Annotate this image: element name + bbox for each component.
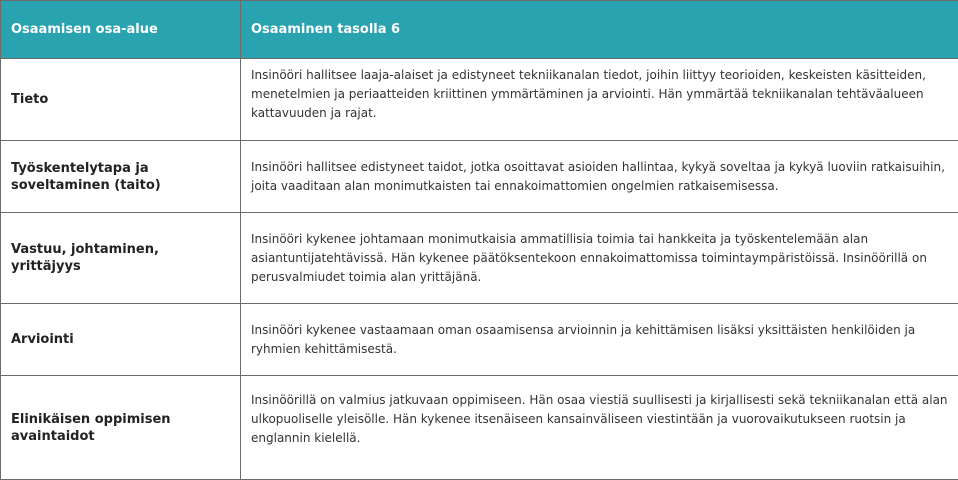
table-row [1, 304, 958, 376]
row-description: Insinöörillä on valmius jatkuvaan oppimiseen. Hän osaa viestiä suullisesti ja kirjallisesti sekä tekniikanalan että alan ulkopuoliselle yleisölle. Hän kykenee itsenäiseen kansainväliseen viestintään ja vuorovaikutukseen ruotsin ja englannin kielellä. [241, 376, 958, 480]
row-area-label: Tieto [1, 59, 241, 141]
row-description: Insinööri kykenee vastaamaan oman osaamisensa arvioinnin ja kehittämisen lisäksi yksittäisten henkilöiden ja ryhmien kehittämisestä. [241, 304, 958, 376]
header-competence-level: Osaaminen tasolla 6 [241, 1, 958, 59]
table-row [1, 141, 958, 213]
table-row [1, 213, 958, 304]
row-area-label: Elinikäisen oppimisen avaintaidot [1, 376, 241, 480]
row-area-label: Arviointi [1, 304, 241, 376]
row-area-label: Työskentelytapa ja soveltaminen (taito) [1, 141, 241, 213]
row-description: Insinööri hallitsee edistyneet taidot, jotka osoittavat asioiden hallintaa, kykyä soveltaa ja kykyä luoviin ratkaisuihin, joita vaaditaan alan monimutkaisten tai ennakoimattomien ongelmien ratkaisemisessa. [241, 141, 958, 213]
table-row [1, 376, 958, 480]
row-description: Insinööri hallitsee laaja-alaiset ja edistyneet tekniikanalan tiedot, joihin liittyy teorioiden, keskeisten käsitteiden, menetelmien ja periaatteiden kriittinen ymmärtäminen ja arviointi. Hän ymmärtää tekniikanalan tehtäväalueen kattavuuden ja rajat. [241, 59, 958, 141]
header-competence-area: Osaamisen osa-alue [1, 1, 241, 59]
row-area-label: Vastuu, johtaminen, yrittäjyys [1, 213, 241, 304]
table-header-row [1, 1, 958, 59]
table-row [1, 59, 958, 141]
row-description: Insinööri kykenee johtamaan monimutkaisia ammatillisia toimia tai hankkeita ja työskentelemään alan asiantuntijatehtävissä. Hän kykenee päätöksentekoon ennakoimattomissa toimintaympäristöissä. Insinöörillä on perusvalmiudet toimia alan yrittäjänä. [241, 213, 958, 304]
